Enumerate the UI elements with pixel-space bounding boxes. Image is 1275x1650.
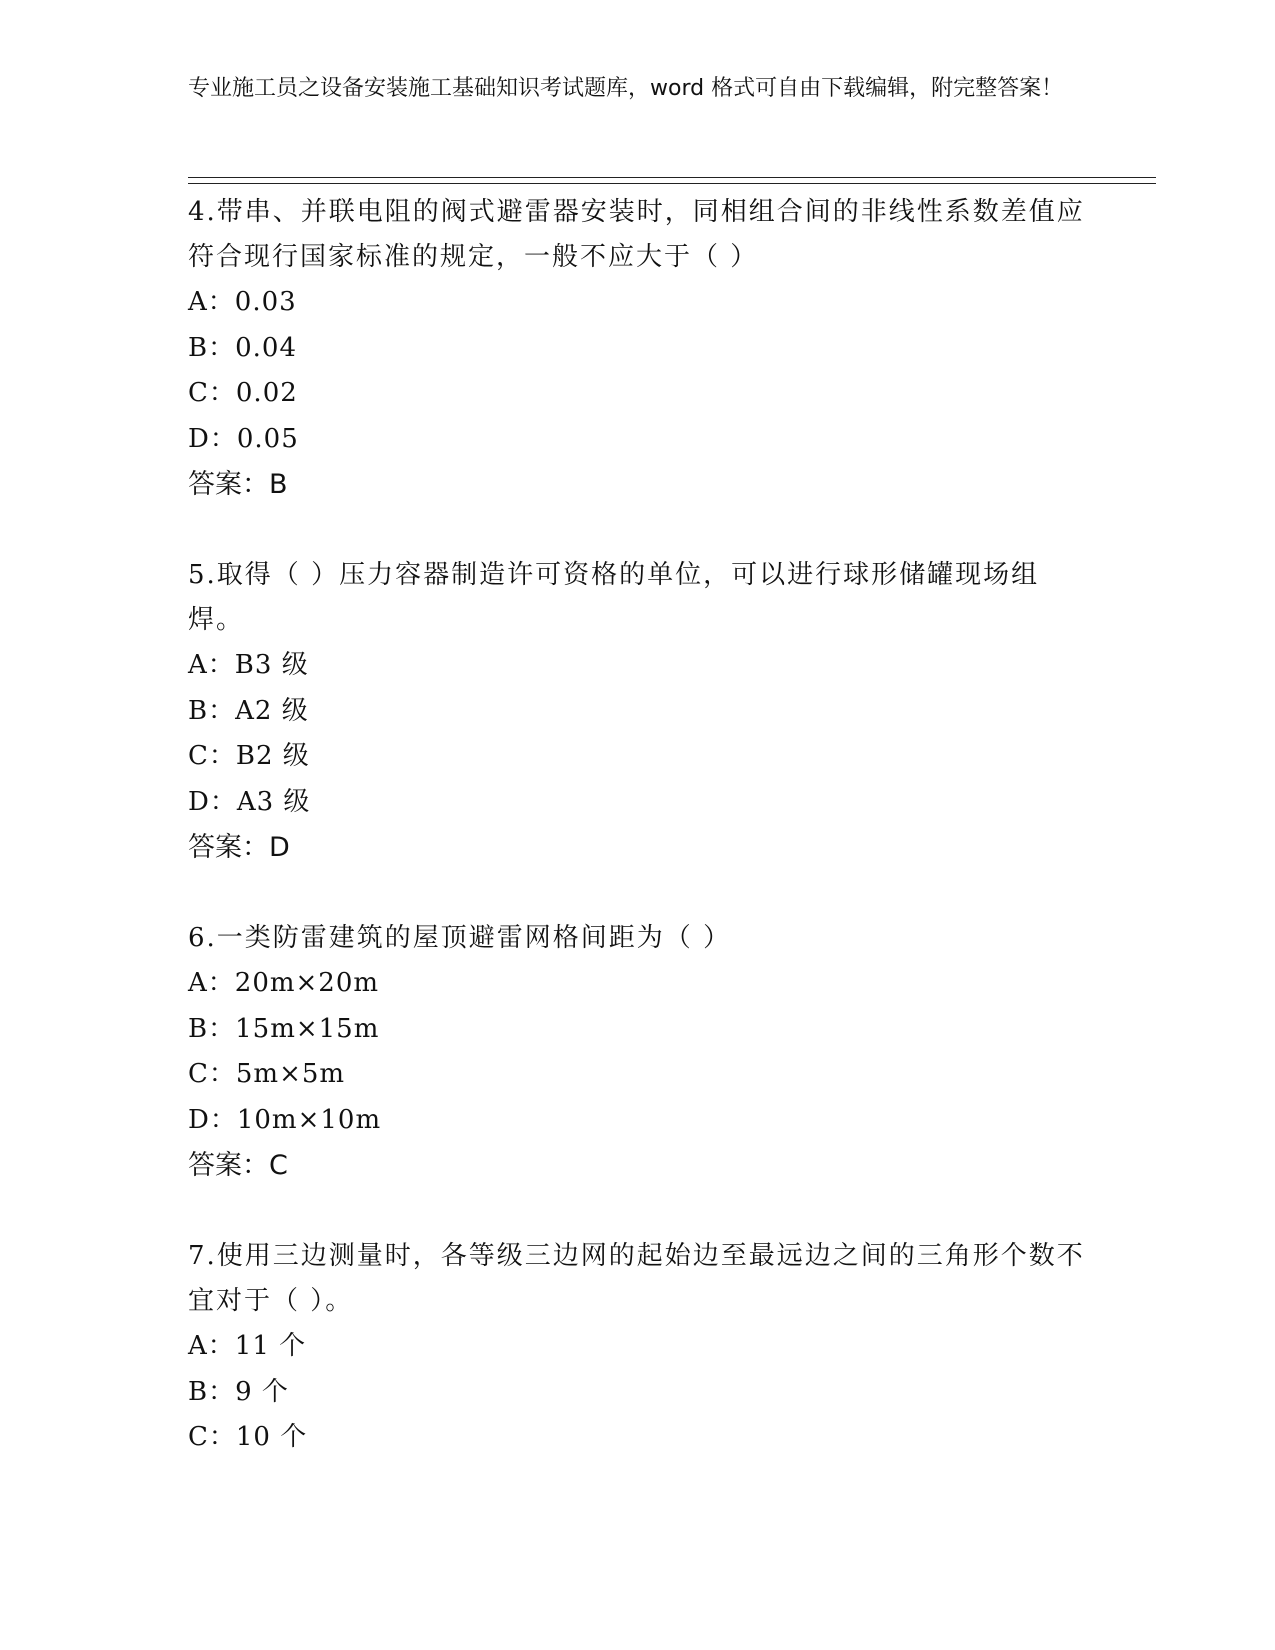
question-7 bbox=[188, 1234, 1088, 1461]
question-list bbox=[188, 190, 1088, 1461]
option-a: A：20m×20m bbox=[188, 968, 380, 998]
option-c: C：10 个 bbox=[188, 1422, 308, 1452]
header-divider-top bbox=[188, 177, 1156, 178]
option-a: A：0.03 bbox=[188, 287, 297, 317]
option-b: B：9 个 bbox=[188, 1376, 289, 1407]
option-b: B：A2 级 bbox=[188, 695, 309, 726]
option-c: C：0.02 bbox=[188, 378, 298, 408]
answer: 答案：D bbox=[188, 832, 290, 863]
answer: 答案：B bbox=[188, 469, 288, 500]
question-4 bbox=[188, 190, 1088, 507]
spacer bbox=[188, 1188, 1088, 1234]
document-header: 专业施工员之设备安装施工基础知识考试题库，word 格式可自由下载编辑，附完整答案！ bbox=[188, 76, 1064, 101]
question-6 bbox=[188, 916, 1088, 1188]
spacer bbox=[188, 507, 1088, 553]
question-text: 7.使用三边测量时，各等级三边网的起始边至最远边之间的三角形个数不宜对于（ ）。 bbox=[188, 1241, 1085, 1316]
option-d: D：0.05 bbox=[188, 423, 299, 454]
option-c: C：5m×5m bbox=[188, 1059, 346, 1089]
answer: 答案：C bbox=[188, 1150, 288, 1181]
header-divider-bottom bbox=[188, 183, 1156, 184]
option-a: A：B3 级 bbox=[188, 650, 309, 680]
question-5 bbox=[188, 553, 1088, 870]
option-b: B：15m×15m bbox=[188, 1013, 380, 1044]
question-text: 4.带串、并联电阻的阀式避雷器安装时，同相组合间的非线性系数差值应符合现行国家标准的规定，一般不应大于（ ） bbox=[188, 197, 1085, 272]
question-text: 6.一类防雷建筑的屋顶避雷网格间距为（ ） bbox=[188, 923, 732, 953]
spacer bbox=[188, 870, 1088, 916]
option-d: D：10m×10m bbox=[188, 1104, 382, 1135]
option-b: B：0.04 bbox=[188, 332, 297, 363]
option-a: A：11 个 bbox=[188, 1331, 307, 1361]
option-d: D：A3 级 bbox=[188, 786, 311, 817]
option-c: C：B2 级 bbox=[188, 741, 310, 771]
question-text: 5.取得（ ）压力容器制造许可资格的单位，可以进行球形储罐现场组焊。 bbox=[188, 560, 1040, 635]
